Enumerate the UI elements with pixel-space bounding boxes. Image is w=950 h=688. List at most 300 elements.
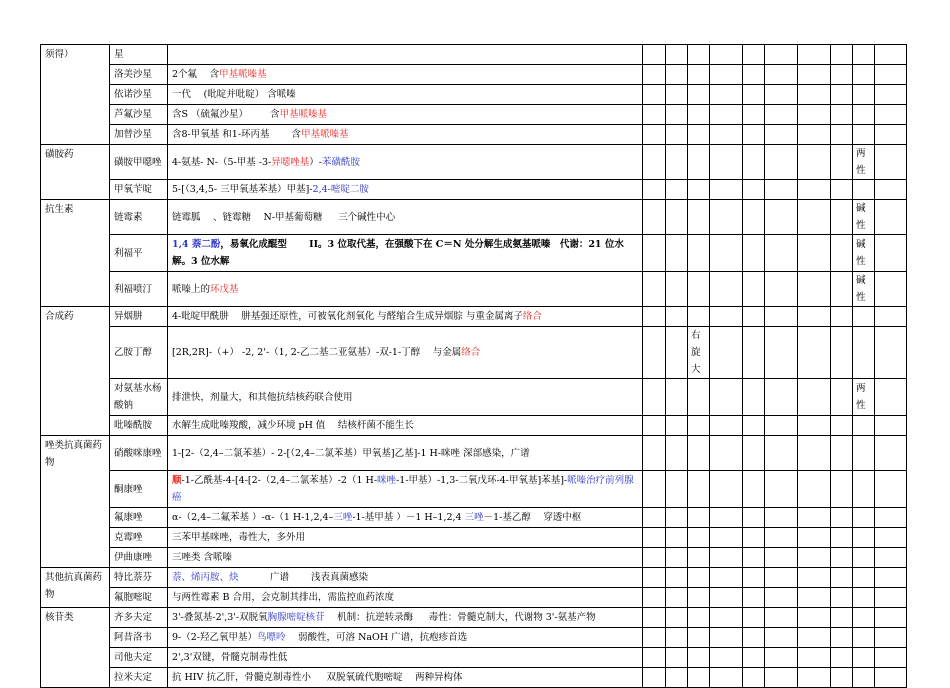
extra-cell xyxy=(831,200,853,235)
extra-cell xyxy=(688,307,710,327)
description-text: 甲基哌嗪基 xyxy=(279,109,328,120)
extra-cell xyxy=(666,327,688,379)
drug-name-cell: 乙胺丁醇 xyxy=(110,327,168,379)
description-text: 弱酸性，可溶 NaOH 广谱，抗疱疹首选 xyxy=(285,632,468,643)
description-cell xyxy=(168,668,643,688)
drug-name-cell: 利福平 xyxy=(110,235,168,272)
extra-cell xyxy=(875,125,907,145)
extra-cell xyxy=(743,85,765,105)
extra-cell xyxy=(743,648,765,668)
extra-cell xyxy=(710,436,743,471)
extra-cell xyxy=(643,235,666,272)
description-text: 异噁唑基 xyxy=(271,156,310,168)
extra-cell xyxy=(666,272,688,307)
extra-cell xyxy=(831,307,853,327)
extra-cell: 碱性 xyxy=(853,235,875,272)
extra-cell xyxy=(643,105,666,125)
extra-cell xyxy=(743,528,765,548)
extra-cell xyxy=(875,379,907,416)
table-row xyxy=(41,327,907,379)
extra-cell xyxy=(710,272,743,307)
extra-cell xyxy=(831,548,853,568)
extra-cell xyxy=(831,471,853,508)
description-text: 哌嗪上的 xyxy=(172,283,211,295)
extra-cell xyxy=(743,235,765,272)
extra-cell xyxy=(643,125,666,145)
category-cell: 核苷类 xyxy=(41,608,110,688)
extra-cell xyxy=(710,379,743,416)
description-text: 1,4 萘二酚 xyxy=(172,239,221,250)
extra-cell xyxy=(875,568,907,588)
extra-cell xyxy=(765,272,798,307)
extra-cell xyxy=(688,608,710,628)
extra-cell xyxy=(853,668,875,688)
table-row xyxy=(41,125,907,145)
description-text: 萘、烯丙胺、炔 xyxy=(172,572,239,583)
extra-cell xyxy=(765,200,798,235)
extra-cell xyxy=(666,125,688,145)
extra-cell xyxy=(710,471,743,508)
drug-name-cell: 星 xyxy=(110,45,168,65)
table-row xyxy=(41,568,907,588)
extra-cell xyxy=(831,145,853,180)
description-text: 甲基哌嗪基 xyxy=(301,129,349,140)
table-row xyxy=(41,608,907,628)
drug-name-cell: 磺胺甲噁唑 xyxy=(110,145,168,180)
table-row xyxy=(41,548,907,568)
extra-cell xyxy=(875,85,907,105)
extra-cell xyxy=(688,65,710,85)
table-row xyxy=(41,648,907,668)
extra-cell xyxy=(643,180,666,200)
extra-cell xyxy=(875,608,907,628)
description-cell xyxy=(168,45,643,65)
table-row xyxy=(41,180,907,200)
drug-name-cell: 加替沙星 xyxy=(110,125,168,145)
extra-cell xyxy=(853,528,875,548)
extra-cell xyxy=(743,200,765,235)
extra-cell xyxy=(643,628,666,648)
extra-cell xyxy=(743,272,765,307)
extra-cell xyxy=(831,125,853,145)
extra-cell xyxy=(743,548,765,568)
extra-cell xyxy=(666,528,688,548)
drug-name-cell: 洛美沙星 xyxy=(110,65,168,85)
extra-cell xyxy=(643,200,666,235)
extra-cell xyxy=(875,588,907,608)
extra-cell xyxy=(831,272,853,307)
extra-cell xyxy=(798,568,831,588)
extra-cell xyxy=(875,180,907,200)
extra-cell xyxy=(643,307,666,327)
description-text: 甲基哌嗪基 xyxy=(219,69,267,80)
extra-cell xyxy=(853,628,875,648)
description-cell xyxy=(168,145,643,180)
extra-cell xyxy=(831,379,853,416)
extra-cell xyxy=(688,105,710,125)
description-cell xyxy=(168,648,643,668)
extra-cell xyxy=(831,668,853,688)
extra-cell xyxy=(765,85,798,105)
category-cell: 其他抗真菌药物 xyxy=(41,568,110,608)
table-row xyxy=(41,628,907,648)
table-row xyxy=(41,588,907,608)
extra-cell xyxy=(875,145,907,180)
extra-cell xyxy=(666,471,688,508)
extra-cell xyxy=(743,105,765,125)
description-cell xyxy=(168,105,643,125)
extra-cell xyxy=(643,272,666,307)
extra-cell xyxy=(798,628,831,648)
description-cell xyxy=(168,272,643,307)
extra-cell xyxy=(743,668,765,688)
extra-cell xyxy=(710,588,743,608)
extra-cell xyxy=(710,200,743,235)
extra-cell xyxy=(743,608,765,628)
extra-cell xyxy=(710,105,743,125)
extra-cell xyxy=(875,548,907,568)
extra-cell xyxy=(688,416,710,436)
extra-cell xyxy=(765,45,798,65)
extra-cell xyxy=(765,379,798,416)
description-text: 三唑类 含哌嗪 xyxy=(172,552,233,563)
description-text: 三唑 xyxy=(333,512,353,523)
extra-cell xyxy=(643,145,666,180)
extra-cell xyxy=(831,65,853,85)
extra-cell xyxy=(765,235,798,272)
drug-name-cell: 对氨基水杨酸钠 xyxy=(110,379,168,416)
extra-cell xyxy=(875,416,907,436)
extra-cell xyxy=(875,436,907,471)
extra-cell xyxy=(798,272,831,307)
extra-cell xyxy=(798,608,831,628)
extra-cell xyxy=(643,45,666,65)
description-text: 1-[2-（2,4–二氯苯基）- 2-[（2,4–二氯苯基）甲氧基]乙基]-1 H-咪唑 深部感染，广谱 xyxy=(172,447,530,459)
description-cell xyxy=(168,588,643,608)
description-text: 水解生成吡嗪羧酸，减少环境 pH 值 结核杆菌不能生长 xyxy=(172,420,414,431)
table-row xyxy=(41,145,907,180)
table-row xyxy=(41,668,907,688)
extra-cell xyxy=(853,105,875,125)
category-cell: 抗生素 xyxy=(41,200,110,307)
extra-cell xyxy=(710,528,743,548)
description-cell xyxy=(168,608,643,628)
description-cell xyxy=(168,508,643,528)
extra-cell xyxy=(798,105,831,125)
extra-cell xyxy=(643,379,666,416)
extra-cell xyxy=(643,85,666,105)
table-row xyxy=(41,235,907,272)
extra-cell xyxy=(853,85,875,105)
extra-cell xyxy=(765,588,798,608)
description-text: 顺 xyxy=(172,475,182,486)
extra-cell xyxy=(798,125,831,145)
description-cell xyxy=(168,180,643,200)
drug-name-cell: 氟康唑 xyxy=(110,508,168,528)
drug-name-cell: 拉米夫定 xyxy=(110,668,168,688)
extra-cell xyxy=(710,648,743,668)
extra-cell xyxy=(666,379,688,416)
extra-cell xyxy=(666,508,688,528)
extra-cell: 右旋大 xyxy=(688,327,710,379)
extra-cell xyxy=(666,235,688,272)
extra-cell xyxy=(710,145,743,180)
extra-cell xyxy=(688,125,710,145)
drug-table xyxy=(40,44,907,688)
extra-cell xyxy=(666,436,688,471)
extra-cell xyxy=(643,668,666,688)
description-cell xyxy=(168,628,643,648)
extra-cell: 两性 xyxy=(853,379,875,416)
extra-cell xyxy=(688,235,710,272)
extra-cell xyxy=(643,608,666,628)
table-row xyxy=(41,508,907,528)
extra-cell xyxy=(666,668,688,688)
extra-cell: 碱性 xyxy=(853,200,875,235)
description-text: 2个氟 含 xyxy=(172,69,220,80)
extra-cell xyxy=(710,668,743,688)
table-row xyxy=(41,471,907,508)
drug-name-cell: 利福喷汀 xyxy=(110,272,168,307)
extra-cell xyxy=(853,65,875,85)
description-cell xyxy=(168,125,643,145)
extra-cell xyxy=(710,125,743,145)
description-text: 鸟嘌呤 xyxy=(257,632,286,643)
extra-cell xyxy=(798,235,831,272)
extra-cell xyxy=(853,608,875,628)
extra-cell xyxy=(831,628,853,648)
drug-name-cell: 硝酸咪康唑 xyxy=(110,436,168,471)
extra-cell xyxy=(765,608,798,628)
extra-cell xyxy=(875,65,907,85)
description-cell xyxy=(168,379,643,416)
description-cell xyxy=(168,235,643,272)
extra-cell xyxy=(643,471,666,508)
extra-cell xyxy=(643,436,666,471)
extra-cell xyxy=(643,327,666,379)
extra-cell xyxy=(666,307,688,327)
drug-name-cell: 阿昔洛韦 xyxy=(110,628,168,648)
extra-cell xyxy=(875,327,907,379)
extra-cell xyxy=(710,416,743,436)
extra-cell xyxy=(666,105,688,125)
description-text: 5-[（3,4,5- 三甲氧基苯基）甲基]- xyxy=(172,184,313,195)
extra-cell xyxy=(666,608,688,628)
drug-name-cell: 伊曲康唑 xyxy=(110,548,168,568)
description-cell xyxy=(168,436,643,471)
extra-cell xyxy=(710,307,743,327)
extra-cell xyxy=(798,200,831,235)
extra-cell: 两性 xyxy=(853,145,875,180)
extra-cell xyxy=(798,528,831,548)
drug-name-cell: 克霉唑 xyxy=(110,528,168,548)
extra-cell xyxy=(798,45,831,65)
extra-cell xyxy=(875,105,907,125)
extra-cell xyxy=(765,471,798,508)
description-cell xyxy=(168,200,643,235)
extra-cell xyxy=(743,436,765,471)
extra-cell xyxy=(743,588,765,608)
description-cell xyxy=(168,416,643,436)
description-text: －1-基乙醇 穿透中枢 xyxy=(483,512,582,523)
description-cell xyxy=(168,471,643,508)
description-text: 链霉胍 、链霉糖 N-甲基葡萄糖 三个碱性中心 xyxy=(172,211,396,223)
extra-cell xyxy=(831,528,853,548)
extra-cell xyxy=(710,628,743,648)
extra-cell xyxy=(831,436,853,471)
extra-cell xyxy=(765,436,798,471)
extra-cell xyxy=(743,125,765,145)
description-text: 机制：抗逆转录酶 毒性：骨髓克制大，代谢物 3'-氨基产物 xyxy=(324,612,596,623)
description-text: 2,4-嘧啶二胺 xyxy=(312,184,369,195)
extra-cell xyxy=(831,235,853,272)
extra-cell xyxy=(831,568,853,588)
extra-cell xyxy=(688,200,710,235)
extra-cell xyxy=(798,180,831,200)
extra-cell xyxy=(798,471,831,508)
drug-name-cell: 齐多夫定 xyxy=(110,608,168,628)
extra-cell xyxy=(798,436,831,471)
description-text: 一代 (吡啶并吡啶） 含哌嗪 xyxy=(172,89,296,100)
extra-cell xyxy=(666,568,688,588)
extra-cell xyxy=(831,508,853,528)
extra-cell xyxy=(831,105,853,125)
description-text: 络合 xyxy=(461,347,481,358)
extra-cell xyxy=(666,588,688,608)
extra-cell xyxy=(743,416,765,436)
extra-cell xyxy=(688,145,710,180)
description-text: 三苯甲基咪唑，毒性大，多外用 xyxy=(172,532,306,543)
category-cell: 须得） xyxy=(41,45,110,145)
extra-cell xyxy=(743,65,765,85)
extra-cell xyxy=(765,307,798,327)
extra-cell xyxy=(710,548,743,568)
extra-cell xyxy=(798,327,831,379)
description-text: 3'-叠氮基-2',3'-双脱氧 xyxy=(172,612,268,623)
extra-cell xyxy=(743,327,765,379)
extra-cell xyxy=(831,180,853,200)
extra-cell xyxy=(643,568,666,588)
extra-cell xyxy=(643,508,666,528)
extra-cell xyxy=(853,180,875,200)
extra-cell xyxy=(710,45,743,65)
extra-cell xyxy=(666,548,688,568)
description-cell xyxy=(168,85,643,105)
extra-cell xyxy=(688,648,710,668)
extra-cell xyxy=(666,180,688,200)
extra-cell xyxy=(853,327,875,379)
extra-cell xyxy=(875,471,907,508)
table-row xyxy=(41,528,907,548)
extra-cell xyxy=(765,528,798,548)
description-text: 与两性霉素 B 合用，会克制其排出，需监控血药浓度 xyxy=(172,592,395,603)
extra-cell: 碱性 xyxy=(853,272,875,307)
extra-cell xyxy=(798,648,831,668)
extra-cell xyxy=(643,648,666,668)
extra-cell xyxy=(765,628,798,648)
description-text: 排泄快，剂量大，和其他抗结核药联合使用 xyxy=(172,391,353,403)
description-text: ）- xyxy=(309,156,322,168)
extra-cell xyxy=(743,628,765,648)
extra-cell xyxy=(875,528,907,548)
description-text: ，易氧化成醌型 II。3 位取代基，在强酸下在 C＝N 处分解生成氨基哌嗪 代谢：21 位水解。3 位水解 xyxy=(172,239,624,267)
extra-cell xyxy=(798,379,831,416)
description-text: 含8-甲氧基 和1-环丙基 含 xyxy=(172,129,302,140)
extra-cell xyxy=(688,45,710,65)
extra-cell xyxy=(798,307,831,327)
extra-cell xyxy=(853,548,875,568)
table-row xyxy=(41,105,907,125)
description-text: -1-基甲基 ）－1 H–1,2,4 xyxy=(352,512,465,523)
extra-cell xyxy=(743,180,765,200)
extra-cell xyxy=(688,668,710,688)
extra-cell xyxy=(743,145,765,180)
description-text: α-（2,4–二氟苯基 ）-α-（1 H-1,2,4– xyxy=(172,512,334,523)
drug-name-cell: 司他夫定 xyxy=(110,648,168,668)
extra-cell xyxy=(710,608,743,628)
description-text: 胸腺嘧啶核苷 xyxy=(267,612,325,623)
extra-cell xyxy=(765,668,798,688)
description-text: 4-吡啶甲酰肼 肼基强还原性，可被氧化剂氧化 与醛缩合生成异烟腙 与重金属离子 xyxy=(172,311,523,322)
description-text: 环戊基 xyxy=(210,283,239,295)
extra-cell xyxy=(688,85,710,105)
extra-cell xyxy=(853,471,875,508)
extra-cell xyxy=(710,568,743,588)
extra-cell xyxy=(666,628,688,648)
extra-cell xyxy=(710,65,743,85)
extra-cell xyxy=(643,528,666,548)
extra-cell xyxy=(798,145,831,180)
drug-name-cell: 吡嗪酰胺 xyxy=(110,416,168,436)
extra-cell xyxy=(875,648,907,668)
extra-cell xyxy=(765,568,798,588)
description-text: 三唑 xyxy=(464,512,484,523)
drug-name-cell: 链霉素 xyxy=(110,200,168,235)
extra-cell xyxy=(688,628,710,648)
extra-cell xyxy=(666,45,688,65)
category-cell: 磺胺药 xyxy=(41,145,110,200)
extra-cell xyxy=(710,327,743,379)
table-row xyxy=(41,416,907,436)
description-cell xyxy=(168,568,643,588)
extra-cell xyxy=(798,85,831,105)
extra-cell xyxy=(853,648,875,668)
extra-cell xyxy=(831,648,853,668)
description-text: 广谱 浅表真菌感染 xyxy=(238,572,369,583)
drug-name-cell: 酮康唑 xyxy=(110,471,168,508)
drug-name-cell: 氟胞嘧啶 xyxy=(110,588,168,608)
description-text: 9-（2-羟乙氧甲基） xyxy=(172,632,258,643)
description-cell xyxy=(168,548,643,568)
description-cell xyxy=(168,307,643,327)
extra-cell xyxy=(743,568,765,588)
table-row xyxy=(41,85,907,105)
description-text: -1-甲基）-1,3-二氧戊环-4-甲氧基]苯基]- xyxy=(396,475,568,486)
extra-cell xyxy=(710,508,743,528)
description-cell xyxy=(168,65,643,85)
description-text: [2R,2R]-（+） -2, 2'-（1, 2-乙二基二亚氨基）-双-1-丁醇 与金属 xyxy=(172,347,462,358)
category-cell: 唑类抗真菌药物 xyxy=(41,436,110,568)
extra-cell xyxy=(853,508,875,528)
extra-cell xyxy=(688,548,710,568)
table-row xyxy=(41,200,907,235)
description-text: 络合 xyxy=(522,311,542,322)
drug-name-cell: 异烟肼 xyxy=(110,307,168,327)
extra-cell xyxy=(688,588,710,608)
extra-cell xyxy=(798,588,831,608)
table-row xyxy=(41,45,907,65)
extra-cell xyxy=(853,416,875,436)
